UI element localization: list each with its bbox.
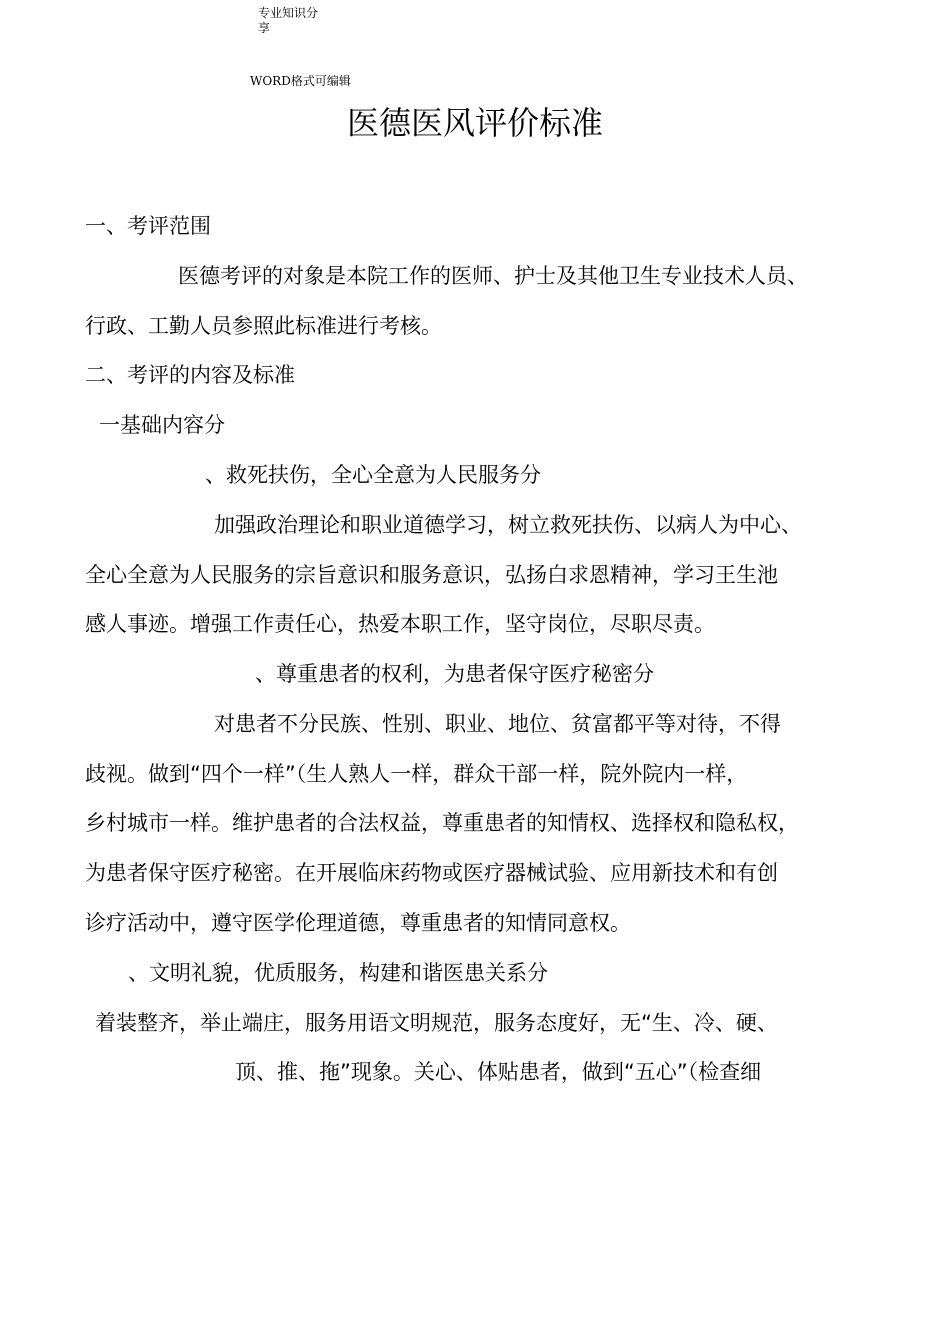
paragraph-line: 顶、推、拖”现象。关心、体贴患者，做到“五心”（检查细: [235, 1060, 762, 1084]
paragraph-line: 为患者保守医疗秘密。在开展临床药物或医疗器械试验、应用新技术和有创: [85, 861, 778, 885]
paragraph-line: 诊疗活动中，遵守医学伦理道德，尊重患者的知情同意权。: [85, 911, 631, 935]
paragraph-line: 全心全意为人民服务的宗旨意识和服务意识，弘扬白求恩精神，学习王生池: [85, 563, 778, 587]
section-heading-scope: 一、考评范围: [85, 214, 211, 238]
item-heading: 、尊重患者的权利，为患者保守医疗秘密分: [255, 662, 654, 686]
section-heading-content: 二、考评的内容及标准: [85, 363, 295, 387]
item-heading: 、救死扶伤，全心全意为人民服务分: [205, 463, 541, 487]
item-heading: 、文明礼貌，优质服务，构建和谐医患关系分: [128, 961, 548, 985]
paragraph-line: 歧视。做到“四个一样”（生人熟人一样，群众干部一样，院外院内一样，: [85, 762, 748, 786]
document-title: 医德医风评价标准: [346, 104, 603, 142]
paragraph-line: 乡村城市一样。维护患者的合法权益，尊重患者的知情权、选择权和隐私权，: [85, 811, 799, 835]
paragraph-line: 感人事迹。增强工作责任心，热爱本职工作，坚守岗位，尽职尽责。: [85, 612, 715, 636]
subsection-heading: 一基础内容分: [99, 413, 225, 437]
word-format-note: WORD格式可编辑: [250, 74, 351, 88]
paragraph-line: 加强政治理论和职业道德学习，树立救死扶伤、以病人为中心、: [214, 513, 802, 537]
paragraph-line: 行政、工勤人员参照此标准进行考核。: [85, 314, 442, 338]
paragraph-line: 对患者不分民族、性别、职业、地位、贫富都平等对待，不得: [214, 712, 781, 736]
header-text-line-1: 专业知识分: [258, 6, 319, 20]
paragraph-line: 着装整齐，举止端庄，服务用语文明规范，服务态度好，无“生、冷、硬、: [95, 1011, 778, 1035]
header-text-line-2: 享: [258, 21, 271, 35]
paragraph-line: 医德考评的对象是本院工作的医师、护士及其他卫生专业技术人员、: [178, 264, 808, 288]
